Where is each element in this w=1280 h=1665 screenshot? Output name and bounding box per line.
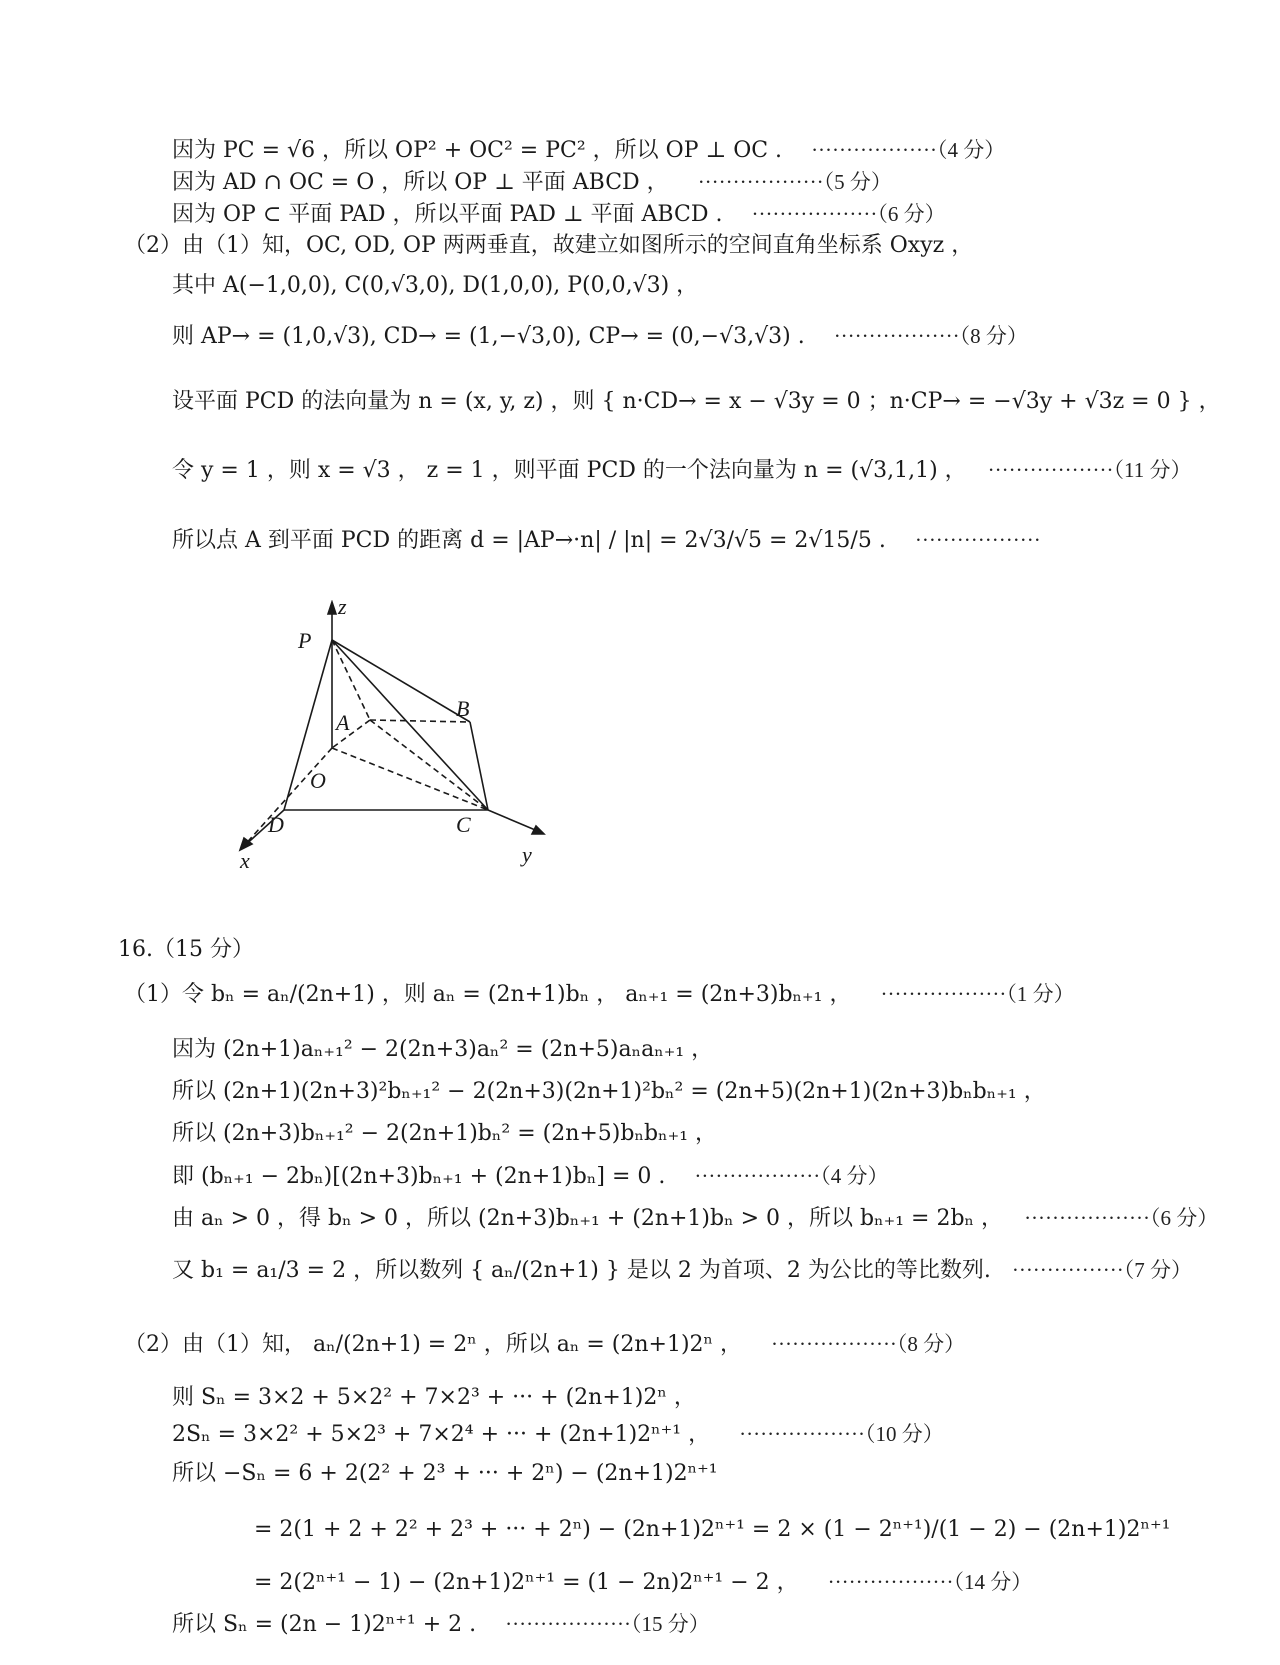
label-z: z [338,600,347,619]
solution-line: 因为 PC = √6 ，所以 OP² + OC² = PC² ，所以 OP ⊥ OC . ··················（4 分） [172,138,1006,163]
solution-line: 则 Sₙ = 3×2 + 5×2² + 7×2³ + ··· + (2n+1)2ⁿ ， [172,1385,696,1410]
question-title: 16.（15 分） [118,937,254,962]
solution-line: = 2(2ⁿ⁺¹ − 1) − (2n+1)2ⁿ⁺¹ = (1 − 2n)2ⁿ⁺¹ − 2 ， ··················（14 分） [254,1570,1033,1595]
label-D: D [268,812,284,837]
solution-line: 因为 OP ⊂ 平面 PAD ，所以平面 PAD ⊥ 平面 ABCD . ··················（6 分） [172,202,946,227]
solution-line: 所以 Sₙ = (2n − 1)2ⁿ⁺¹ + 2 . ··················（15 分） [172,1612,710,1637]
edge-PB [332,640,470,722]
solution-line: 设平面 PCD 的法向量为 n = (x, y, z) ，则 { n·CD→ = x − √3y = 0 ；n·CP→ = −√3y + √3z = 0 } ， [172,389,1221,414]
score-marker: ··················（1 分） [880,982,1075,1006]
solution-line: （2）由（1）知，OC, OD, OP 两两垂直，故建立如图所示的空间直角坐标系 Oxyz ， [124,233,974,258]
solution-line: 所以 (2n+3)bₙ₊₁² − 2(2n+1)bₙ² = (2n+5)bₙbₙ₊₁ ， [172,1121,718,1146]
label-P: P [298,628,312,653]
score-marker: ··················（6 分） [1024,1206,1219,1230]
solution-line: （2）由（1）知， aₙ/(2n+1) = 2ⁿ ，所以 aₙ = (2n+1)2ⁿ ， ··················（8 分） [124,1332,966,1357]
label-y: y [522,842,532,867]
score-marker: ··················（10 分） [739,1422,944,1446]
score-marker: ··················（6 分） [751,202,946,226]
label-A: A [336,710,350,735]
y-axis-arrow [532,826,544,834]
y-axis-end [488,810,540,832]
label-x: x [240,848,250,873]
solution-line: 即 (bₙ₊₁ − 2bₙ)[(2n+3)bₙ₊₁ + (2n+1)bₙ] = 0 . ··················（4 分） [172,1164,889,1189]
score-marker: ··················（8 分） [833,324,1028,348]
solution-line: 又 b₁ = a₁/3 = 2 ，所以数列 { aₙ/(2n+1) } 是以 2 为首项、2 为公比的等比数列. ················（7 分） [172,1258,1192,1283]
edge-AC [370,720,488,810]
solution-line: 所以点 A 到平面 PCD 的距离 d = |AP→·n| / |n| = 2√3/√5 = 2√15/5 . ·················· [172,528,1041,553]
score-marker: ················（7 分） [1011,1258,1192,1282]
solution-line: 其中 A(−1,0,0), C(0,√3,0), D(1,0,0), P(0,0,√3) ， [172,273,699,298]
y-axis [332,748,488,810]
solution-line: 所以 −Sₙ = 6 + 2(2² + 2³ + ··· + 2ⁿ) − (2n+1)2ⁿ⁺¹ [172,1461,718,1486]
label-O: O [310,768,326,793]
score-marker: ·················· [914,528,1041,552]
z-axis-arrow [328,602,336,614]
solution-line: （1）令 bₙ = aₙ/(2n+1) ，则 aₙ = (2n+1)bₙ ， aₙ₊₁ = (2n+3)bₙ₊₁ ， ··················（1 分） [124,982,1075,1007]
label-C: C [456,812,471,837]
solution-line: 则 AP→ = (1,0,√3), CD→ = (1,−√3,0), CP→ = (0,−√3,√3) . ··················（8 分） [172,324,1028,349]
solution-line: 所以 (2n+1)(2n+3)²bₙ₊₁² − 2(2n+3)(2n+1)²bₙ² = (2n+5)(2n+1)(2n+3)bₙbₙ₊₁ ， [172,1079,1046,1104]
solution-line: 由 aₙ > 0 ，得 bₙ > 0 ，所以 (2n+3)bₙ₊₁ + (2n+1)bₙ > 0 ，所以 bₙ₊₁ = 2bₙ ， ··················（6 分） [172,1206,1219,1231]
score-marker: ··················（4 分） [694,1164,889,1188]
solution-line: 令 y = 1 ，则 x = √3 ， z = 1 ，则平面 PCD 的一个法向量为 n = (√3,1,1) ， ··················（11 分） [172,458,1192,483]
solution-line: 2Sₙ = 3×2² + 5×2³ + 7×2⁴ + ··· + (2n+1)2ⁿ⁺¹ ， ··················（10 分） [172,1422,944,1447]
solution-line: 因为 AD ∩ OC = O ，所以 OP ⊥ 平面 ABCD ， ··················（5 分） [172,170,892,195]
pyramid-figure [230,600,570,900]
score-marker: ··················（15 分） [505,1612,710,1636]
edge-BC [470,722,488,810]
score-marker: ··················（14 分） [827,1570,1033,1594]
solution-line: 因为 (2n+1)aₙ₊₁² − 2(2n+3)aₙ² = (2n+5)aₙaₙ₊₁ ， [172,1037,714,1062]
score-marker: ··················（11 分） [987,458,1192,482]
score-marker: ··················（8 分） [771,1332,966,1356]
edge-PC [332,640,488,810]
score-marker: ··················（4 分） [811,138,1006,162]
edge-AB [370,720,470,722]
label-B: B [456,696,470,721]
score-marker: ··················（5 分） [697,170,892,194]
solution-line: = 2(1 + 2 + 2² + 2³ + ··· + 2ⁿ) − (2n+1)2ⁿ⁺¹ = 2 × (1 − 2ⁿ⁺¹)/(1 − 2) − (2n+1)2ⁿ⁺¹ [254,1517,1171,1542]
